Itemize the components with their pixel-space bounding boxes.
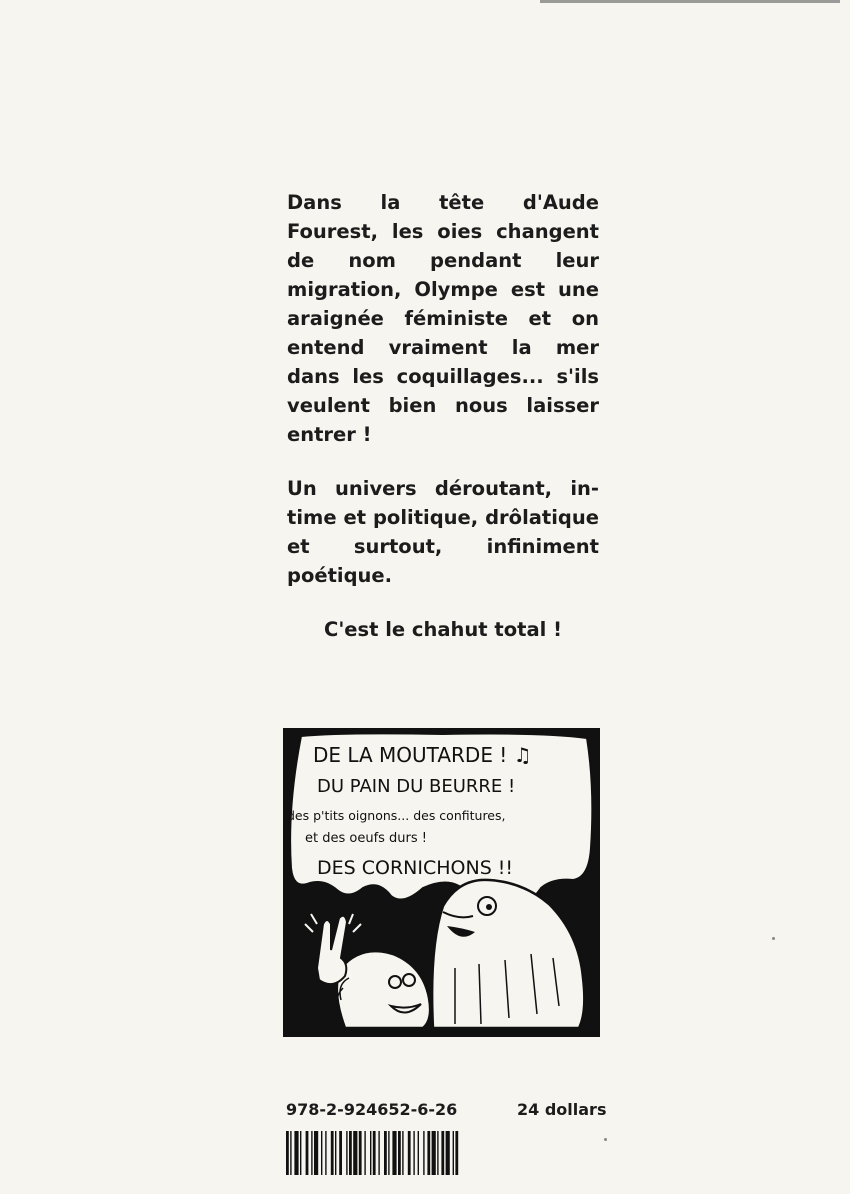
barcode-bar bbox=[398, 1131, 401, 1175]
barcode-bar bbox=[321, 1131, 322, 1175]
blurb-paragraph-1: Dans la tête d'Aude Fourest, les oies changent de nom pendant leur migration, Olympe est une araignée féministe et on entend vraiment la mer dans les coquillages... s'ils veulent bien nous laisser entrer ! bbox=[287, 191, 599, 446]
barcode-bar bbox=[314, 1131, 318, 1175]
barcode-bar bbox=[346, 1131, 347, 1175]
barcode-bar bbox=[437, 1131, 438, 1175]
blurb-tagline: C'est le chahut total ! bbox=[324, 618, 562, 641]
barcode-bar bbox=[373, 1131, 376, 1175]
price-label: 24 dollars bbox=[517, 1100, 607, 1119]
speck bbox=[772, 937, 775, 940]
barcode-bar bbox=[402, 1131, 403, 1175]
comic-line-2: DU PAIN DU BEURRE ! bbox=[317, 776, 516, 797]
speck bbox=[604, 1138, 607, 1141]
comic-line-5: DES CORNICHONS !! bbox=[317, 857, 514, 879]
barcode-bar bbox=[413, 1131, 414, 1175]
page-top-edge bbox=[540, 0, 840, 3]
barcode-bar bbox=[446, 1131, 450, 1175]
barcode-bar bbox=[339, 1131, 342, 1175]
barcode-bar bbox=[349, 1131, 352, 1175]
barcode-bar bbox=[364, 1131, 365, 1175]
barcode-bar bbox=[455, 1131, 458, 1175]
comic-line-1: DE LA MOUTARDE ! ♫ bbox=[313, 743, 532, 767]
isbn-number: 978-2-924652-6-26 bbox=[286, 1100, 458, 1119]
barcode-bar bbox=[453, 1131, 454, 1175]
back-cover-blurb bbox=[287, 188, 599, 669]
barcode-bar bbox=[331, 1131, 334, 1175]
barcode-bar bbox=[432, 1131, 436, 1175]
comic-line-4: et des oeufs durs ! bbox=[305, 831, 428, 846]
barcode-bar bbox=[335, 1131, 336, 1175]
barcode-bar bbox=[427, 1131, 430, 1175]
barcode-bar bbox=[384, 1131, 387, 1175]
barcode-bar bbox=[286, 1131, 289, 1175]
barcode-bar bbox=[359, 1131, 362, 1175]
barcode-bar bbox=[325, 1131, 326, 1175]
barcode-bar bbox=[378, 1131, 379, 1175]
barcode-bar bbox=[370, 1131, 371, 1175]
barcode bbox=[286, 1131, 594, 1175]
barcode-bar bbox=[300, 1131, 301, 1175]
comic-illustration bbox=[283, 728, 600, 1037]
barcode-bar bbox=[441, 1131, 444, 1175]
barcode-bar bbox=[388, 1131, 389, 1175]
comic-line-3: des p'tits oignons... des confitures, bbox=[287, 808, 506, 823]
barcode-bar bbox=[311, 1131, 312, 1175]
barcode-bar bbox=[306, 1131, 309, 1175]
barcode-bar bbox=[408, 1131, 411, 1175]
barcode-bar bbox=[294, 1131, 298, 1175]
barcode-bar bbox=[353, 1131, 357, 1175]
barcode-bar bbox=[392, 1131, 396, 1175]
barcode-bar bbox=[418, 1131, 419, 1175]
barcode-bar bbox=[290, 1131, 291, 1175]
barcode-bar bbox=[423, 1131, 424, 1175]
blurb-paragraph-2: Un univers déroutant, intime et politique, drôlatique et surtout, infiniment poétique. bbox=[287, 477, 599, 587]
comic-panel bbox=[283, 728, 600, 1037]
